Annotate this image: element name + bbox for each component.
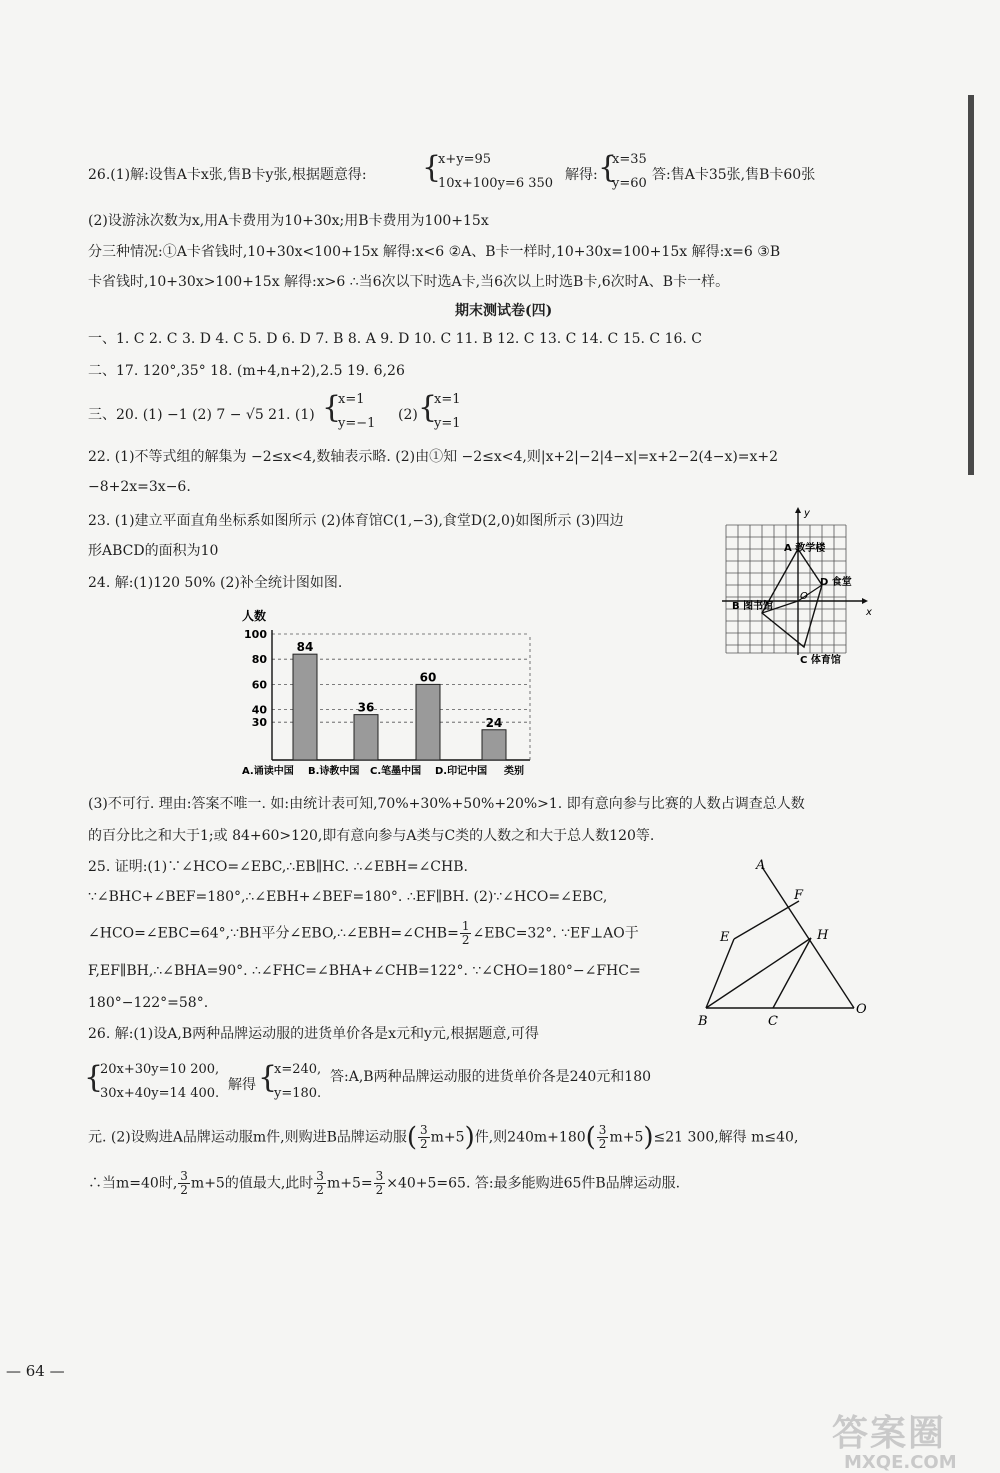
fraction-three-halves: $\frac{3}{2}$ xyxy=(375,1169,384,1197)
line-ch xyxy=(773,938,811,1008)
watermark-url: MXQE.COM xyxy=(844,1452,957,1473)
line-25-3 xyxy=(88,920,639,947)
paren: ( xyxy=(585,1122,596,1153)
fraction-half: $\frac{1}{2}$ xyxy=(461,919,470,947)
scan-edge-shadow xyxy=(968,95,974,475)
equation-system-3: x=1 y=−1 xyxy=(338,392,376,431)
brace: { xyxy=(322,390,342,425)
brace: { xyxy=(258,1060,278,1095)
text: m+5= xyxy=(326,1175,373,1192)
data-label: 60 xyxy=(419,670,437,685)
point-a-label: A 教学楼 xyxy=(784,543,826,554)
bar xyxy=(482,730,506,760)
line-ao xyxy=(762,867,854,1008)
line-25-2: ∵∠BHC+∠BEF=180°,∴∠EBH+∠BEF=180°. ∴EF∥BH. (2)∵∠HCO=∠EBC, xyxy=(88,889,608,905)
text: ∴当m=40时, xyxy=(88,1175,178,1192)
category-label: B.诗教中国 xyxy=(308,766,360,777)
label-h: H xyxy=(817,928,829,943)
line-26b-solve: 解得 xyxy=(228,1077,256,1093)
equation-system-4: x=1 y=1 xyxy=(434,392,461,431)
line-25-1: 25. 证明:(1)∵∠HCO=∠EBC,∴EB∥HC. ∴∠EBH=∠CHB. xyxy=(88,859,468,875)
label-f: F xyxy=(794,888,804,903)
y-axis-label: 人数 xyxy=(242,609,267,623)
text: m+5的值最大,此时 xyxy=(190,1175,314,1192)
origin-label: O xyxy=(800,591,808,602)
text: m+5 xyxy=(430,1129,465,1146)
y-tick-label: 60 xyxy=(251,678,267,692)
category-label: D.印记中国 xyxy=(435,766,488,777)
y-axis-arrow xyxy=(795,507,801,513)
equation-system-1: x+y=95 10x+100y=6 350 xyxy=(438,152,554,191)
line-26b-3 xyxy=(88,1170,680,1197)
watermark-logo xyxy=(832,1405,957,1473)
text: ≤21 300,解得 m≤40, xyxy=(653,1129,799,1146)
line-24-1: 24. 解:(1)120 50% (2)补全统计图如图. xyxy=(88,575,343,591)
line-26b-2 xyxy=(88,1124,798,1151)
y-tick-label: 80 xyxy=(251,653,267,667)
watermark-text: 答案圈 xyxy=(832,1413,947,1454)
data-label: 84 xyxy=(296,640,314,655)
bar-chart xyxy=(230,602,560,782)
line-25-4: F,EF∥BH,∴∠BHA=90°. ∴∠FHC=∠BHA+∠CHB=122°. ∵∠CHO=180°−∠FHC= xyxy=(88,963,641,979)
text: ×40+5=65. 答:最多能购进65件B品牌运动服. xyxy=(386,1175,681,1192)
line-26b-answer: 答:A,B两种品牌运动服的进货单价各是240元和180 xyxy=(330,1069,652,1085)
line-be xyxy=(706,939,734,1008)
x-axis-arrow xyxy=(862,598,868,604)
label-b: B xyxy=(698,1014,708,1029)
brace: { xyxy=(422,150,442,185)
text: 元. (2)设购进A品牌运动服m件,则购进B品牌运动服 xyxy=(88,1129,407,1146)
brace: { xyxy=(418,390,438,425)
line-26-1-solve: 解得: xyxy=(565,167,598,183)
bar xyxy=(416,684,440,760)
line-24-3b: 的百分比之和大于1;或 84+60>120,即有意向参与A类与C类的人数之和大于总人数120等. xyxy=(88,828,655,844)
text: 件,则240m+180 xyxy=(474,1129,586,1146)
data-label: 36 xyxy=(357,700,375,715)
category-label: C.笔墨中国 xyxy=(370,766,422,777)
y-axis-label: y xyxy=(804,508,810,519)
y-tick-label: 30 xyxy=(251,716,267,730)
line-26-3: 分三种情况:①A卡省钱时,10+30x<100+15x 解得:x<6 ②A、B卡一样时,10+30x=100+15x 解得:x=6 ③B xyxy=(88,244,781,260)
y-tick-label: 100 xyxy=(244,628,267,641)
line-26-1-answer: 答:售A卡35张,售B卡60张 xyxy=(652,167,816,183)
paren: ) xyxy=(643,1122,654,1153)
line-25-5: 180°−122°=58°. xyxy=(88,995,209,1011)
fraction-three-halves: $\frac{3}{2}$ xyxy=(598,1123,607,1151)
equation-system-5: 20x+30y=10 200, 30x+40y=14 400. xyxy=(100,1062,220,1101)
section-title: 期末测试卷(四) xyxy=(455,303,553,319)
line-24-3a: (3)不可行. 理由:答案不唯一. 如:由统计表可知,70%+30%+50%+20%>1. 即有意向参与比赛的人数占调查总人数 xyxy=(88,796,805,812)
answers-choice: 一、1. C 2. C 3. D 4. C 5. D 6. D 7. B 8. A 9. D 10. C 11. B 12. C 13. C 14. C 15. C 16. C xyxy=(88,331,703,347)
page-number: — 64 — xyxy=(6,1362,65,1380)
bar xyxy=(354,715,378,760)
answers-20-21: 三、20. (1) −1 (2) 7 − √5 21. (1) xyxy=(88,407,315,423)
fraction-three-halves: $\frac{3}{2}$ xyxy=(180,1169,188,1197)
answers-21-2: (2) xyxy=(398,407,418,423)
equation-system-6: x=240, y=180. xyxy=(274,1062,322,1101)
point-d-label: D 食堂 xyxy=(820,577,852,588)
label-a: A xyxy=(756,858,766,873)
point-c-label: C 体育馆 xyxy=(800,655,841,666)
coordinate-grid-figure xyxy=(712,505,882,680)
line-23-1: 23. (1)建立平面直角坐标系如图所示 (2)体育馆C(1,−3),食堂D(2,0)如图所示 (3)四边 xyxy=(88,513,624,529)
text: ∠EBC=32°. ∵EF⊥AO于 xyxy=(472,925,639,942)
text: ∠HCO=∠EBC=64°,∵BH平分∠EBO,∴∠EBH=∠CHB= xyxy=(88,925,459,942)
answers-fill: 二、17. 120°,35° 18. (m+4,n+2),2.5 19. 6,26 xyxy=(88,363,405,379)
fraction-three-halves: $\frac{3}{2}$ xyxy=(316,1169,324,1197)
line-26b-1: 26. 解:(1)设A,B两种品牌运动服的进货单价各是x元和y元,根据题意,可得 xyxy=(88,1026,539,1042)
y-tick-label: 40 xyxy=(251,703,267,717)
data-label: 24 xyxy=(485,715,503,730)
line-26-4: 卡省钱时,10+30x>100+15x 解得:x>6 ∴当6次以下时选A卡,当6次以上时选B卡,6次时A、B卡一样。 xyxy=(88,274,730,290)
label-e: E xyxy=(720,930,730,945)
line-23-2: 形ABCD的面积为10 xyxy=(88,543,219,559)
x-axis-label: x xyxy=(866,607,872,618)
geometry-figure xyxy=(690,855,880,1030)
quadrilateral-abcd xyxy=(762,549,822,647)
line-26-1: 26.(1)解:设售A卡x张,售B卡y张,根据题意得: xyxy=(88,167,367,183)
paren: ) xyxy=(464,1122,475,1153)
line-bh xyxy=(706,938,811,1008)
bar xyxy=(293,654,317,760)
paren: ( xyxy=(406,1122,418,1153)
label-o: O xyxy=(856,1002,867,1017)
point-b-label: B 图书馆 xyxy=(732,601,774,612)
text: m+5 xyxy=(609,1129,644,1146)
x-axis-label: 类别 xyxy=(504,766,524,777)
brace: { xyxy=(84,1060,104,1095)
line-22-1: 22. (1)不等式组的解集为 −2≤x<4,数轴表示略. (2)由①知 −2≤x<4,则|x+2|−2|4−x|=x+2−2(4−x)=x+2 xyxy=(88,449,779,465)
label-c: C xyxy=(768,1014,778,1029)
brace: { xyxy=(598,150,618,185)
equation-system-2: x=35 y=60 xyxy=(612,152,647,191)
line-ef xyxy=(734,901,799,939)
line-26-2: (2)设游泳次数为x,用A卡费用为10+30x;用B卡费用为100+15x xyxy=(88,213,489,229)
category-label: A.诵读中国 xyxy=(242,766,294,777)
fraction-three-halves: $\frac{3}{2}$ xyxy=(420,1123,428,1151)
line-22-2: −8+2x=3x−6. xyxy=(88,479,191,495)
